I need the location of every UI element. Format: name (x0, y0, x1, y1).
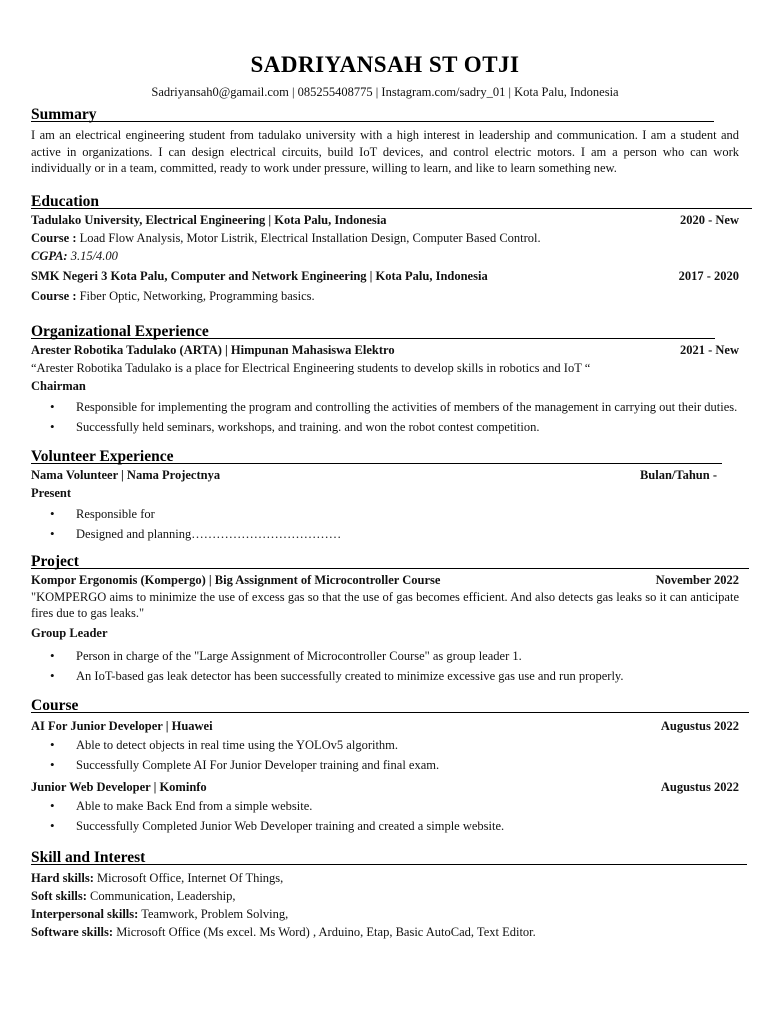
course-entry-1-date: Augustus 2022 (660, 718, 739, 733)
list-item: • Successfully held seminars, workshops, and training. and won the robot contest competition. (76, 419, 739, 436)
volunteer-date-continued: Present (31, 485, 72, 500)
course-entry-1-header (31, 717, 739, 735)
organization-role: Chairman (31, 378, 86, 393)
project-header (31, 571, 739, 589)
organization-header (31, 341, 739, 359)
list-item: • Successfully Completed Junior Web Developer training and created a simple website. (76, 818, 739, 835)
volunteer-bullets (31, 506, 739, 543)
project-date: November 2022 (655, 572, 739, 587)
list-item: • Successfully Complete AI For Junior Developer training and final exam. (76, 757, 739, 774)
list-item: • Able to detect objects in real time using the YOLOv5 algorithm. (76, 737, 739, 754)
organization-bullets (31, 399, 739, 436)
course-entry-2-bullets (31, 798, 739, 835)
education-entry-1-header (31, 211, 739, 229)
education-entry-1-date: 2020 - New (679, 212, 739, 227)
education-entry-1-cgpa: CGPA: 3.15/4.00 (31, 248, 118, 263)
list-item: • Able to make Back End from a simple website. (76, 798, 739, 815)
list-item: • Responsible for implementing the program and controlling the activities of members of the management in carrying out their duties. (76, 399, 739, 416)
resume-name: SADRIYANSAH ST OTJI (250, 52, 520, 77)
project-description: "KOMPERGO aims to minimize the use of excess gas so that the use of gas becomes efficient. And also detects gas leaks so it can anticipate fires due to gas leaks." (31, 589, 739, 620)
list-item: • An IoT-based gas leak detector has been successfully created to minimize excessive gas use and run properly. (76, 668, 739, 685)
summary-heading: Summary (31, 106, 739, 124)
course-entry-2-title: Junior Web Developer | Kominfo (31, 779, 207, 794)
volunteer-header (31, 466, 739, 484)
skill-line-software: Software skills: Microsoft Office (Ms excel. Ms Word) , Arduino, Etap, Basic AutoCad, Text Editor. (31, 924, 536, 939)
education-entry-2-header (31, 267, 739, 285)
course-entry-2-date: Augustus 2022 (660, 779, 739, 794)
course-heading: Course (31, 697, 739, 715)
organization-date: 2021 - New (679, 342, 739, 357)
education-entry-2-course: Course : Fiber Optic, Networking, Programming basics. (31, 288, 315, 303)
project-title: Kompor Ergonomis (Kompergo) | Big Assignment of Microcontroller Course (31, 572, 441, 587)
resume-page (31, 50, 739, 941)
volunteer-date: Bulan/Tahun - (639, 467, 717, 482)
skill-line-soft: Soft skills: Communication, Leadership, (31, 888, 236, 903)
organizational-heading: Organizational Experience (31, 323, 739, 341)
project-role: Group Leader (31, 625, 108, 640)
project-bullets (31, 648, 739, 685)
skill-line-hard: Hard skills: Microsoft Office, Internet Of Things, (31, 870, 284, 885)
list-item: • Designed and planning……………………………… (76, 526, 739, 543)
education-heading: Education (31, 193, 739, 211)
project-heading: Project (31, 553, 739, 571)
list-item: • Person in charge of the "Large Assignment of Microcontroller Course" as group leader 1. (76, 648, 739, 665)
education-entry-2-date: 2017 - 2020 (678, 268, 739, 283)
course-entry-1-title: AI For Junior Developer | Huawei (31, 718, 213, 733)
skill-line-interpersonal: Interpersonal skills: Teamwork, Problem Solving, (31, 906, 289, 921)
skills-heading: Skill and Interest (31, 849, 739, 867)
course-entry-2-header (31, 778, 739, 796)
organization-title: Arester Robotika Tadulako (ARTA) | Himpunan Mahasiswa Elektro (31, 342, 395, 357)
education-entry-2-title: SMK Negeri 3 Kota Palu, Computer and Network Engineering | Kota Palu, Indonesia (31, 268, 488, 283)
volunteer-heading: Volunteer Experience (31, 448, 739, 466)
volunteer-title: Nama Volunteer | Nama Projectnya (31, 467, 221, 482)
education-entry-1-course: Course : Load Flow Analysis, Motor Listrik, Electrical Installation Design, Computer Based Control. (31, 230, 541, 245)
education-entry-1-title: Tadulako University, Electrical Engineering | Kota Palu, Indonesia (31, 212, 387, 227)
summary-text: I am an electrical engineering student from tadulako university with a high interest in leadership and communication. I am a student and active in organizations. I can design electrical circuits, build IoT devices, and control electric motors. I am a person who can work individually or in a team, committed, ready to work under pressure, willing to learn, and like to learn something new. (31, 128, 739, 175)
organization-quote: “Arester Robotika Tadulako is a place for Electrical Engineering students to develop skills in robotics and IoT “ (31, 360, 591, 375)
course-entry-1-bullets (31, 737, 739, 774)
list-item: • Responsible for (76, 506, 739, 523)
contact-line: Sadriyansah0@gamail.com | 085255408775 | Instagram.com/sadry_01 | Kota Palu, Indonesia (151, 85, 619, 99)
